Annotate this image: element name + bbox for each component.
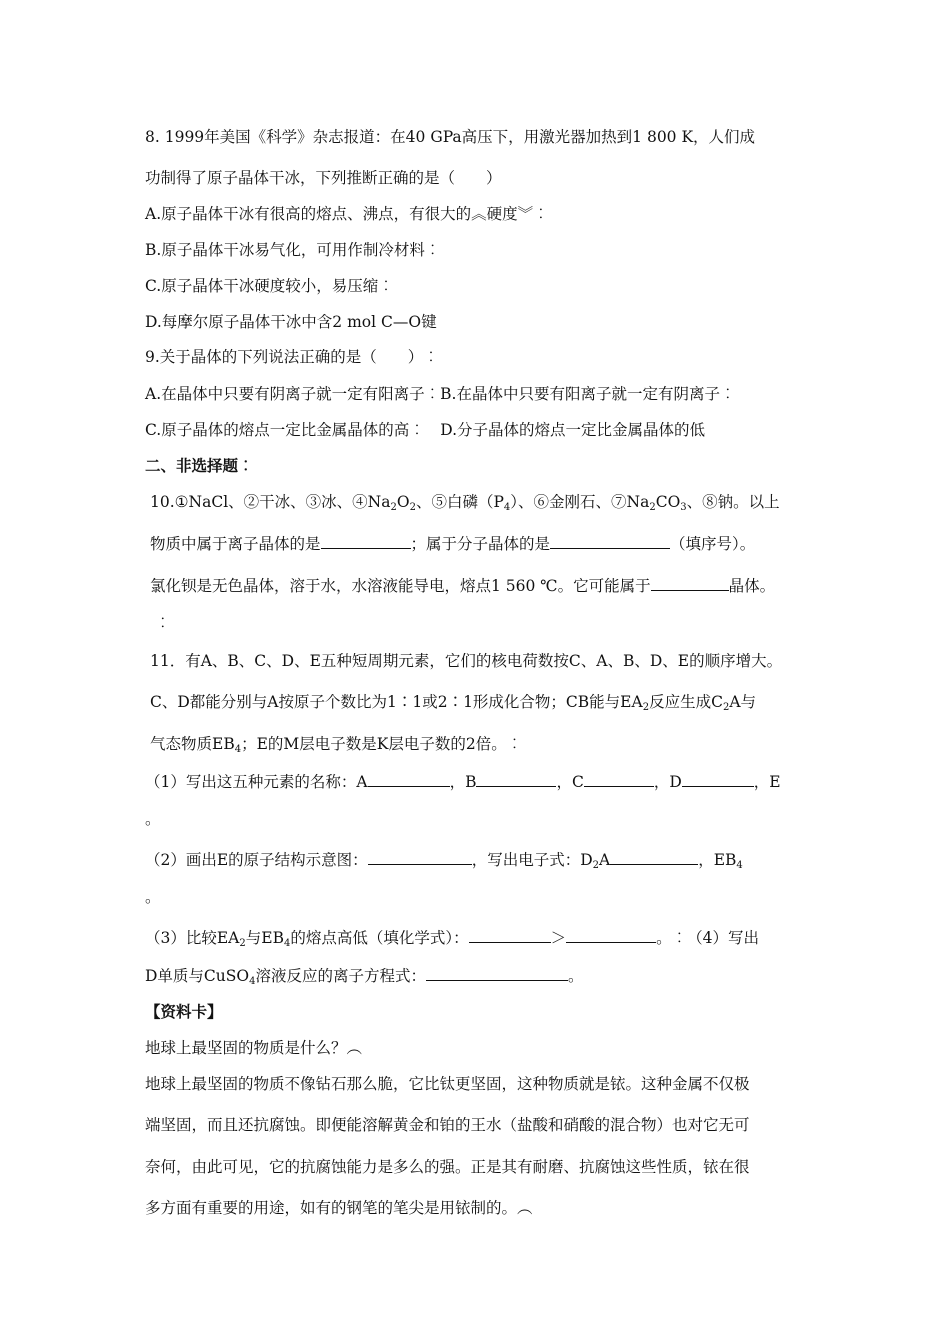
q11-part3: （3）比较$EA_2$与$EB_4$的熔点高低（填化学式）： ＞ 。︰（4）写出 bbox=[145, 926, 759, 949]
q11-part2-tail: 。 bbox=[145, 888, 161, 906]
q9-options-cd: C.原子晶体的熔点一定比金属晶体的高︰ D.分子晶体的熔点一定比金属晶体的低 bbox=[145, 421, 706, 439]
answer-blank-ionic-equation[interactable] bbox=[426, 964, 568, 981]
q11-line2: C、D都能分别与A按原子个数比为1∶1或2∶1形成化合物；CB能与$EA_2$反应生成$C_2A$与 bbox=[150, 693, 757, 713]
q11-part1-tail: 。 bbox=[145, 810, 161, 828]
info-card-paragraph-line3: 奈何，由此可见，它的抗腐蚀能力是多么的强。正是其有耐磨、抗腐蚀这些性质，铱在很 bbox=[145, 1158, 750, 1176]
answer-blank-c[interactable] bbox=[584, 770, 654, 787]
q11-part4: D单质与CuSO$_4$溶液反应的离子方程式： 。 bbox=[145, 964, 584, 987]
answer-blank-structure[interactable] bbox=[368, 848, 472, 865]
q11-part2: （2）画出E的原子结构示意图： ，写出电子式：$D_2A$ ，$EB_4$ bbox=[145, 848, 743, 871]
q10-line1: 10.①NaCl、②干冰、③冰、$④Na_2O_2$、⑤白磷$(P_4)$、⑥金刚石、$⑦Na_2CO_3$、⑧钠。以上 bbox=[150, 493, 780, 513]
q11-part1: （1）写出这五种元素的名称：A ，B ，C ，D ，E bbox=[145, 770, 781, 793]
q8-option-b: B.原子晶体干冰易气化，可用作制冷材料︰ bbox=[145, 241, 441, 259]
answer-blank-lower[interactable] bbox=[566, 926, 656, 943]
q8-stem-line2: 功制得了原子晶体干冰，下列推断正确的是（ ） bbox=[145, 169, 502, 187]
answer-blank-d2a[interactable] bbox=[610, 848, 698, 865]
answer-blank-molecular[interactable] bbox=[550, 532, 670, 549]
info-card-paragraph-line2: 端坚固，而且还抗腐蚀。即便能溶解黄金和铂的王水（盐酸和硝酸的混合物）也对它无可 bbox=[145, 1116, 750, 1134]
info-card-paragraph-line4: 多方面有重要的用途，如有的钢笔的笔尖是用铱制的。︵ bbox=[145, 1199, 533, 1217]
answer-blank-ionic[interactable] bbox=[321, 532, 411, 549]
q8-option-d: D.每摩尔原子晶体干冰中含2 mol C—O键 bbox=[145, 313, 437, 331]
q10-line2: 物质中属于离子晶体的是 ；属于分子晶体的是 （填序号）。 bbox=[150, 532, 755, 555]
answer-blank-higher[interactable] bbox=[469, 926, 551, 943]
q10-line4: ︰ bbox=[155, 614, 171, 632]
section-heading-nonchoice: 二、非选择题︰ bbox=[145, 457, 254, 475]
q8-option-a: A.原子晶体干冰有很高的熔点、沸点，有很大的︽硬度︾︰ bbox=[145, 205, 549, 223]
q10-line3: 氯化钡是无色晶体，溶于水，水溶液能导电，熔点1 560 ℃。它可能属于 晶体。 bbox=[150, 574, 775, 597]
q9-stem: 9.关于晶体的下列说法正确的是（ ）︰ bbox=[145, 348, 439, 366]
answer-blank-d[interactable] bbox=[682, 770, 754, 787]
info-card-title: 【资料卡】 bbox=[145, 1003, 223, 1021]
answer-blank-b[interactable] bbox=[476, 770, 556, 787]
q8-stem-line1: 8. 1999年美国《科学》杂志报道：在40 GPa高压下，用激光器加热到1 800 K，人们成 bbox=[145, 128, 756, 146]
info-card-question: 地球上最坚固的物质是什么？︵ bbox=[145, 1039, 363, 1057]
q9-options-ab: A.在晶体中只要有阴离子就一定有阳离子︰B.在晶体中只要有阳离子就一定有阴离子︰ bbox=[145, 385, 736, 403]
q8-option-c: C.原子晶体干冰硬度较小，易压缩︰ bbox=[145, 277, 394, 295]
info-card-paragraph-line1: 地球上最坚固的物质不像钻石那么脆，它比钛更坚固，这种物质就是铱。这种金属不仅极 bbox=[145, 1075, 750, 1093]
q11-line3: 气态物质$EB_4$；E的M层电子数是K层电子数的2倍。︰ bbox=[150, 735, 523, 755]
answer-blank-a[interactable] bbox=[368, 770, 450, 787]
answer-blank-crystal-type[interactable] bbox=[651, 574, 729, 591]
q11-line1: 11．有A、B、C、D、E五种短周期元素，它们的核电荷数按C、A、B、D、E的顺序增大。 bbox=[150, 652, 783, 670]
